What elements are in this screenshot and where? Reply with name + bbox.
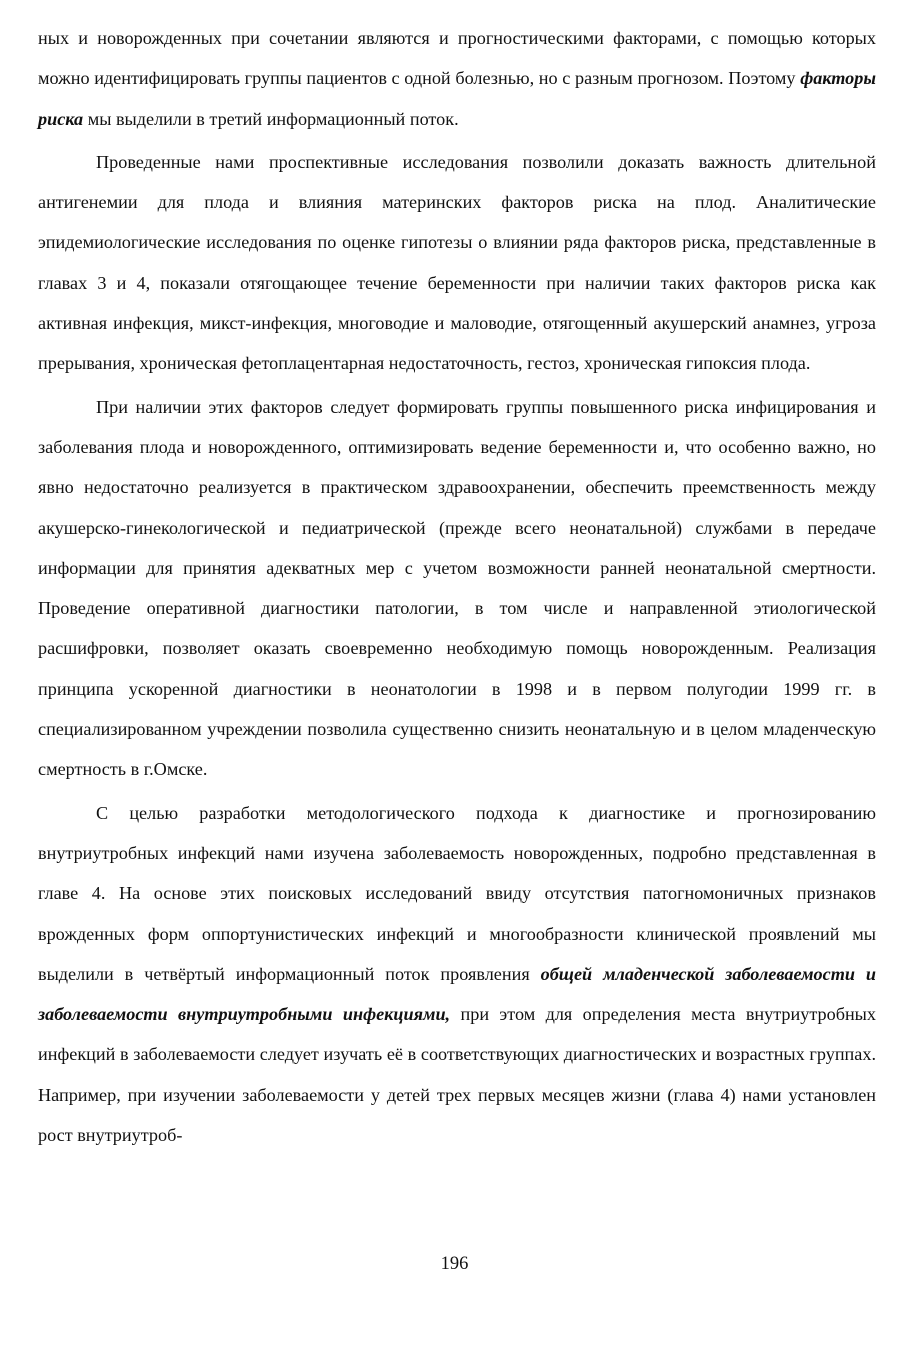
paragraph-risk-factors xyxy=(38,18,876,139)
paragraph-text: Проведенные нами проспективные исследования позволили доказать важность длительной антигенемии для плода и влияния материнских факторов риска на плод. Аналитические эпидемиологические исследования по оценке гипотезы о влиянии ряда факторов риска, представленные в главах 3 и 4, показали отягощающее течение беременности при наличии таких факторов риска как активная инфекция, микст-инфекция, многоводие и маловодие, отягощенный акушерский анамнез, угроза прерывания, хроническая фетоплацентарная недостаточность, гестоз, хроническая гипоксия плода. xyxy=(38,151,876,374)
paragraph-text: мы выделили в третий информационный поток. xyxy=(83,108,459,129)
paragraph-text: С целью разработки методологического подхода к диагностике и прогнозированию внутриутробных инфекций нами изучена заболеваемость новорожденных, подробно представленная в главе 4. На основе этих поисковых исследований ввиду отсутствия патогномоничных признаков врожденных форм оппортунистических инфекций и многообразности клинической проявлений мы выделили в четвёртый информационный поток проявления xyxy=(38,802,876,984)
emphasized-term: общей младенческой заболеваемости и заболеваемости внутриутробными инфекциями, xyxy=(38,963,877,1025)
page-number: 196 xyxy=(440,1254,469,1274)
paragraph-text: ных и новорожденных при сочетании являются и прогностическими факторами, с помощью которых можно идентифицировать группы пациентов с одной болезнью, но с разным прогнозом. Поэтому xyxy=(38,28,876,89)
paragraph-high-risk-groups xyxy=(38,387,876,790)
paragraph-methodology xyxy=(38,793,876,1156)
emphasized-term: факторы риска xyxy=(38,68,876,129)
paragraph-text: При наличии этих факторов следует формировать группы повышенного риска инфицирования и заболевания плода и новорожденного, оптимизировать ведение беременности и, что особенно важно, но явно недостаточно реализуется в практическом здравоохранении, обеспечить преемственность между акушерско-гинекологической и педиатрической (прежде всего неонатальной) службами в передаче информации для принятия адекватных мер с учетом возможности ранней неонатальной смертности. Проведение оперативной диагностики патологии, в том числе и направленной этиологической расшифровки, позволяет оказать своевременно необходимую помощь новорожденным. Реализация принципа ускоренной диагностики в неонатологии в 1998 и в первом полугодии 1999 гг. в специализированном учреждении позволила существенно снизить неонатальную и в целом младенческую смертность в г.Омске. xyxy=(38,396,876,780)
paragraph-prospective-studies xyxy=(38,142,876,384)
document-body xyxy=(38,18,876,1155)
paragraph-text: при этом для определения места внутриутробных инфекций в заболеваемости следует изучать её в соответствующих диагностических и возрастных группах. Например, при изучении заболеваемости у детей трех первых месяцев жизни (глава 4) нами установлен рост внутриутроб- xyxy=(38,1004,876,1146)
